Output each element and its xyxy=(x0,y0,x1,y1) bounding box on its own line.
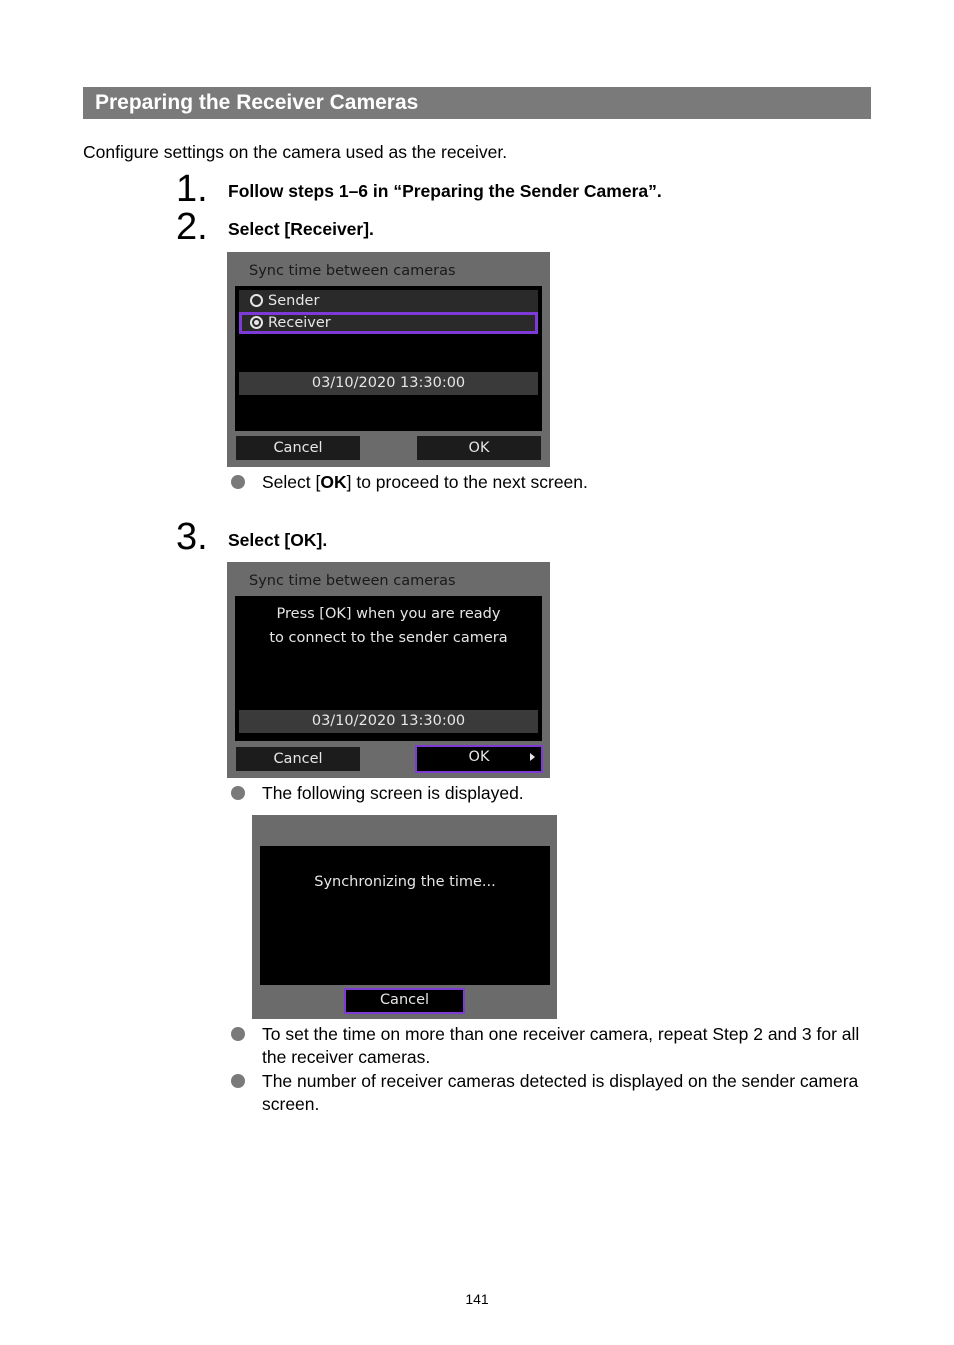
ok-label: OK xyxy=(468,749,490,765)
cancel-button[interactable]: Cancel xyxy=(236,747,360,771)
radio-on-icon xyxy=(250,316,263,329)
synchronizing-message: Synchronizing the time... xyxy=(314,874,496,890)
step-3-text: Select [OK]. xyxy=(228,530,328,550)
step-3-number: 3. xyxy=(176,516,208,558)
datetime-display: 03/10/2020 13:30:00 xyxy=(239,372,538,395)
option-sender[interactable] xyxy=(239,290,538,312)
screen-panel xyxy=(235,596,542,741)
step-1-text: Follow steps 1–6 in “Preparing the Sender Camera”. xyxy=(228,181,662,201)
bullet-following-screen: The following screen is displayed. xyxy=(262,783,524,803)
screen-panel xyxy=(260,846,550,985)
intro-text: Configure settings on the camera used as the receiver. xyxy=(83,142,508,162)
step-2-number: 2. xyxy=(176,206,208,248)
message-line-1: Press [OK] when you are ready xyxy=(276,606,501,622)
message-line-2: to connect to the sender camera xyxy=(269,630,508,646)
ok-button[interactable] xyxy=(415,745,543,773)
step-1-number: 1. xyxy=(176,168,208,210)
option-receiver[interactable] xyxy=(239,312,538,334)
screen-panel xyxy=(235,286,542,431)
bullet-multiple-receivers: To set the time on more than one receiver camera, repeat Step 2 and 3 for all the receiver cameras. xyxy=(262,1024,860,1067)
synchronizing-screen xyxy=(252,815,557,1019)
bullet-dot xyxy=(231,475,245,489)
ok-button[interactable]: OK xyxy=(417,436,541,460)
bullet-dot xyxy=(231,786,245,800)
option-receiver-label: Receiver xyxy=(268,315,331,331)
section-title: Preparing the Receiver Cameras xyxy=(83,87,871,119)
screen-title: Sync time between cameras xyxy=(249,263,456,279)
screen-title: Sync time between cameras xyxy=(249,573,456,589)
arrow-right-icon xyxy=(530,753,535,761)
bullet-select-ok: Select [OK] to proceed to the next screen. xyxy=(262,472,588,492)
cancel-button[interactable]: Cancel xyxy=(344,988,465,1014)
sync-confirm-screen xyxy=(227,562,550,778)
page-number: 141 xyxy=(465,1291,489,1307)
bullet-receiver-count: The number of receiver cameras detected is displayed on the sender camera screen. xyxy=(262,1071,859,1114)
cancel-button[interactable]: Cancel xyxy=(236,436,360,460)
step-2-text: Select [Receiver]. xyxy=(228,219,374,239)
option-sender-label: Sender xyxy=(268,293,320,309)
sync-receiver-screen xyxy=(227,252,550,467)
radio-off-icon xyxy=(250,294,263,307)
bullet-dot xyxy=(231,1027,245,1041)
bullet-dot xyxy=(231,1074,245,1088)
datetime-display: 03/10/2020 13:30:00 xyxy=(239,710,538,733)
